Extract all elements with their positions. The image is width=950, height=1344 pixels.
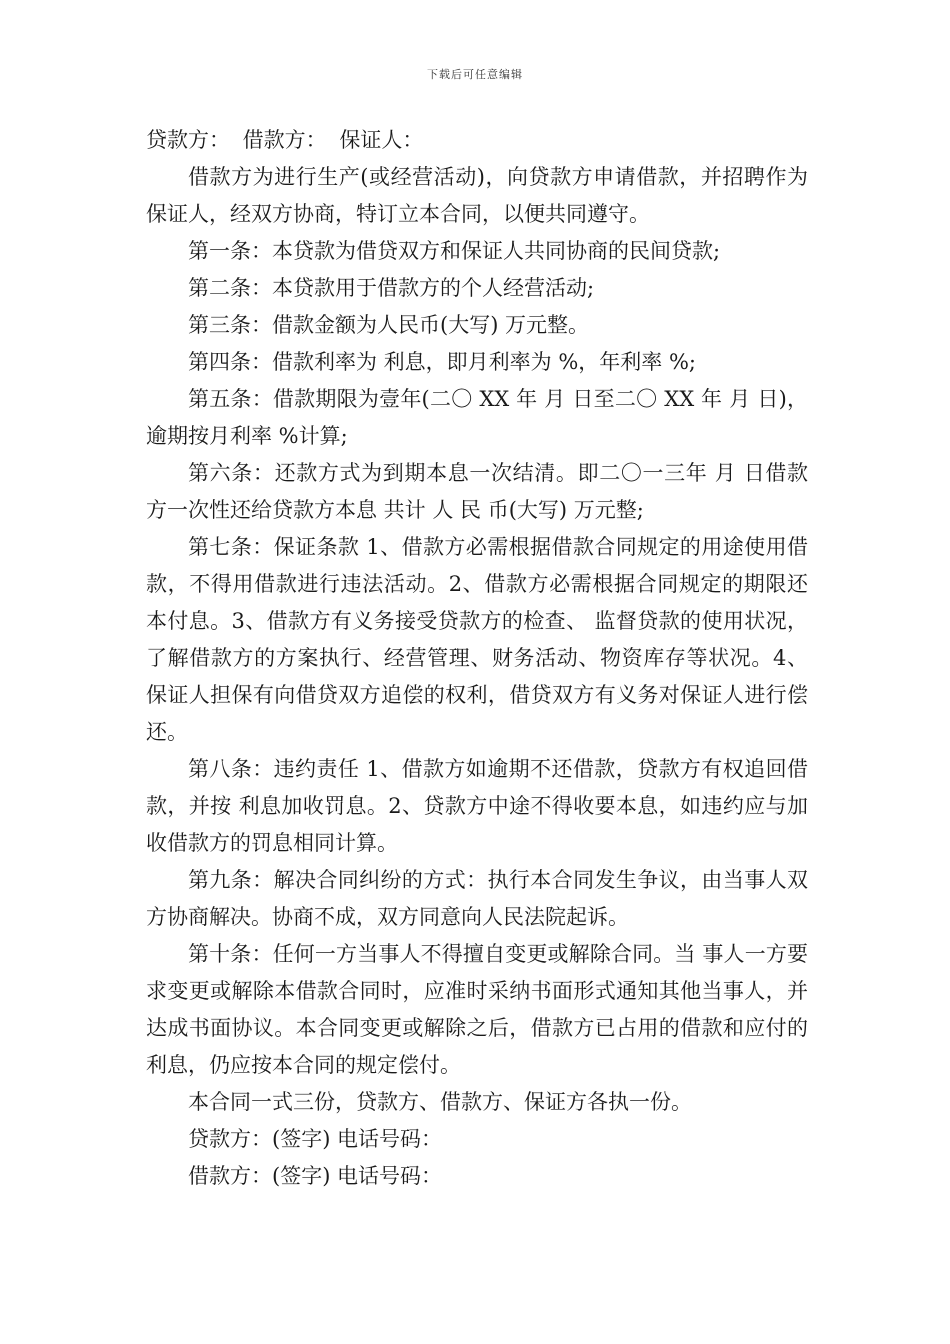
borrower-signature-line: 借款方：(签字) 电话号码：	[188, 1164, 443, 1188]
parties-line: 贷款方： 借款方： 保证人：	[146, 128, 424, 152]
paragraph-article-8: 第八条：违约责任 1、借款方如逾期不还借款，贷款方有权追回借款，并按 利息加收罚息。2、贷款方中途不得收要本息，如违约应与加收借款方的罚息相同计算。	[146, 757, 808, 855]
paragraph-article-9: 第九条：解决合同纠纷的方式：执行本合同发生争议，由当事人双方协商解决。协商不成，双方同意向人民法院起诉。	[146, 868, 808, 929]
paragraph-article-5: 第五条：借款期限为壹年(二〇 XX 年 月 日至二〇 XX 年 月 日)，逾期按月利率 %计算;	[146, 387, 808, 448]
paragraph-intro: 借款方为进行生产(或经营活动)，向贷款方申请借款，并招聘作为保证人，经双方协商，特订立本合同，以便共同遵守。	[146, 165, 808, 226]
lender-signature-line: 贷款方：(签字) 电话号码：	[188, 1127, 443, 1151]
paragraph-article-7: 第七条：保证条款 1、借款方必需根据借款合同规定的用途使用借款，不得用借款进行违法活动。2、借款方必需根据合同规定的期限还本付息。3、借款方有义务接受贷款方的检查、 监督贷款的使用状况， 了解借款方的方案执行、经营管理、财务活动、物资库存等状况。4、保证人担保有向借贷双方追偿的权利，借贷双方有义务对保证人进行偿还。	[146, 535, 808, 744]
contract-body	[146, 122, 808, 1195]
paragraph-article-4: 第四条：借款利率为 利息，即月利率为 %，年利率 %;	[188, 350, 697, 374]
paragraph-copies: 本合同一式三份，贷款方、借款方、保证方各执一份。	[188, 1090, 692, 1114]
paragraph-article-1: 第一条：本贷款为借贷双方和保证人共同协商的民间贷款;	[188, 239, 721, 263]
paragraph-article-10: 第十条：任何一方当事人不得擅自变更或解除合同。当 事人一方要求变更或解除本借款合同时，应准时采纳书面形式通知其他当事人，并达成书面协议。本合同变更或解除之后，借款方已占用的借款和应付的利息，仍应按本合同的规定偿付。	[146, 942, 808, 1077]
header-note: 下载后可任意编辑	[427, 68, 523, 81]
paragraph-article-6: 第六条：还款方式为到期本息一次结清。即二〇一三年 月 日借款方一次性还给贷款方本息 共计 人 民 币(大写) 万元整;	[146, 461, 808, 522]
paragraph-article-2: 第二条：本贷款用于借款方的个人经营活动;	[188, 276, 595, 300]
paragraph-article-3: 第三条：借款金额为人民币(大写) 万元整。	[188, 313, 590, 337]
